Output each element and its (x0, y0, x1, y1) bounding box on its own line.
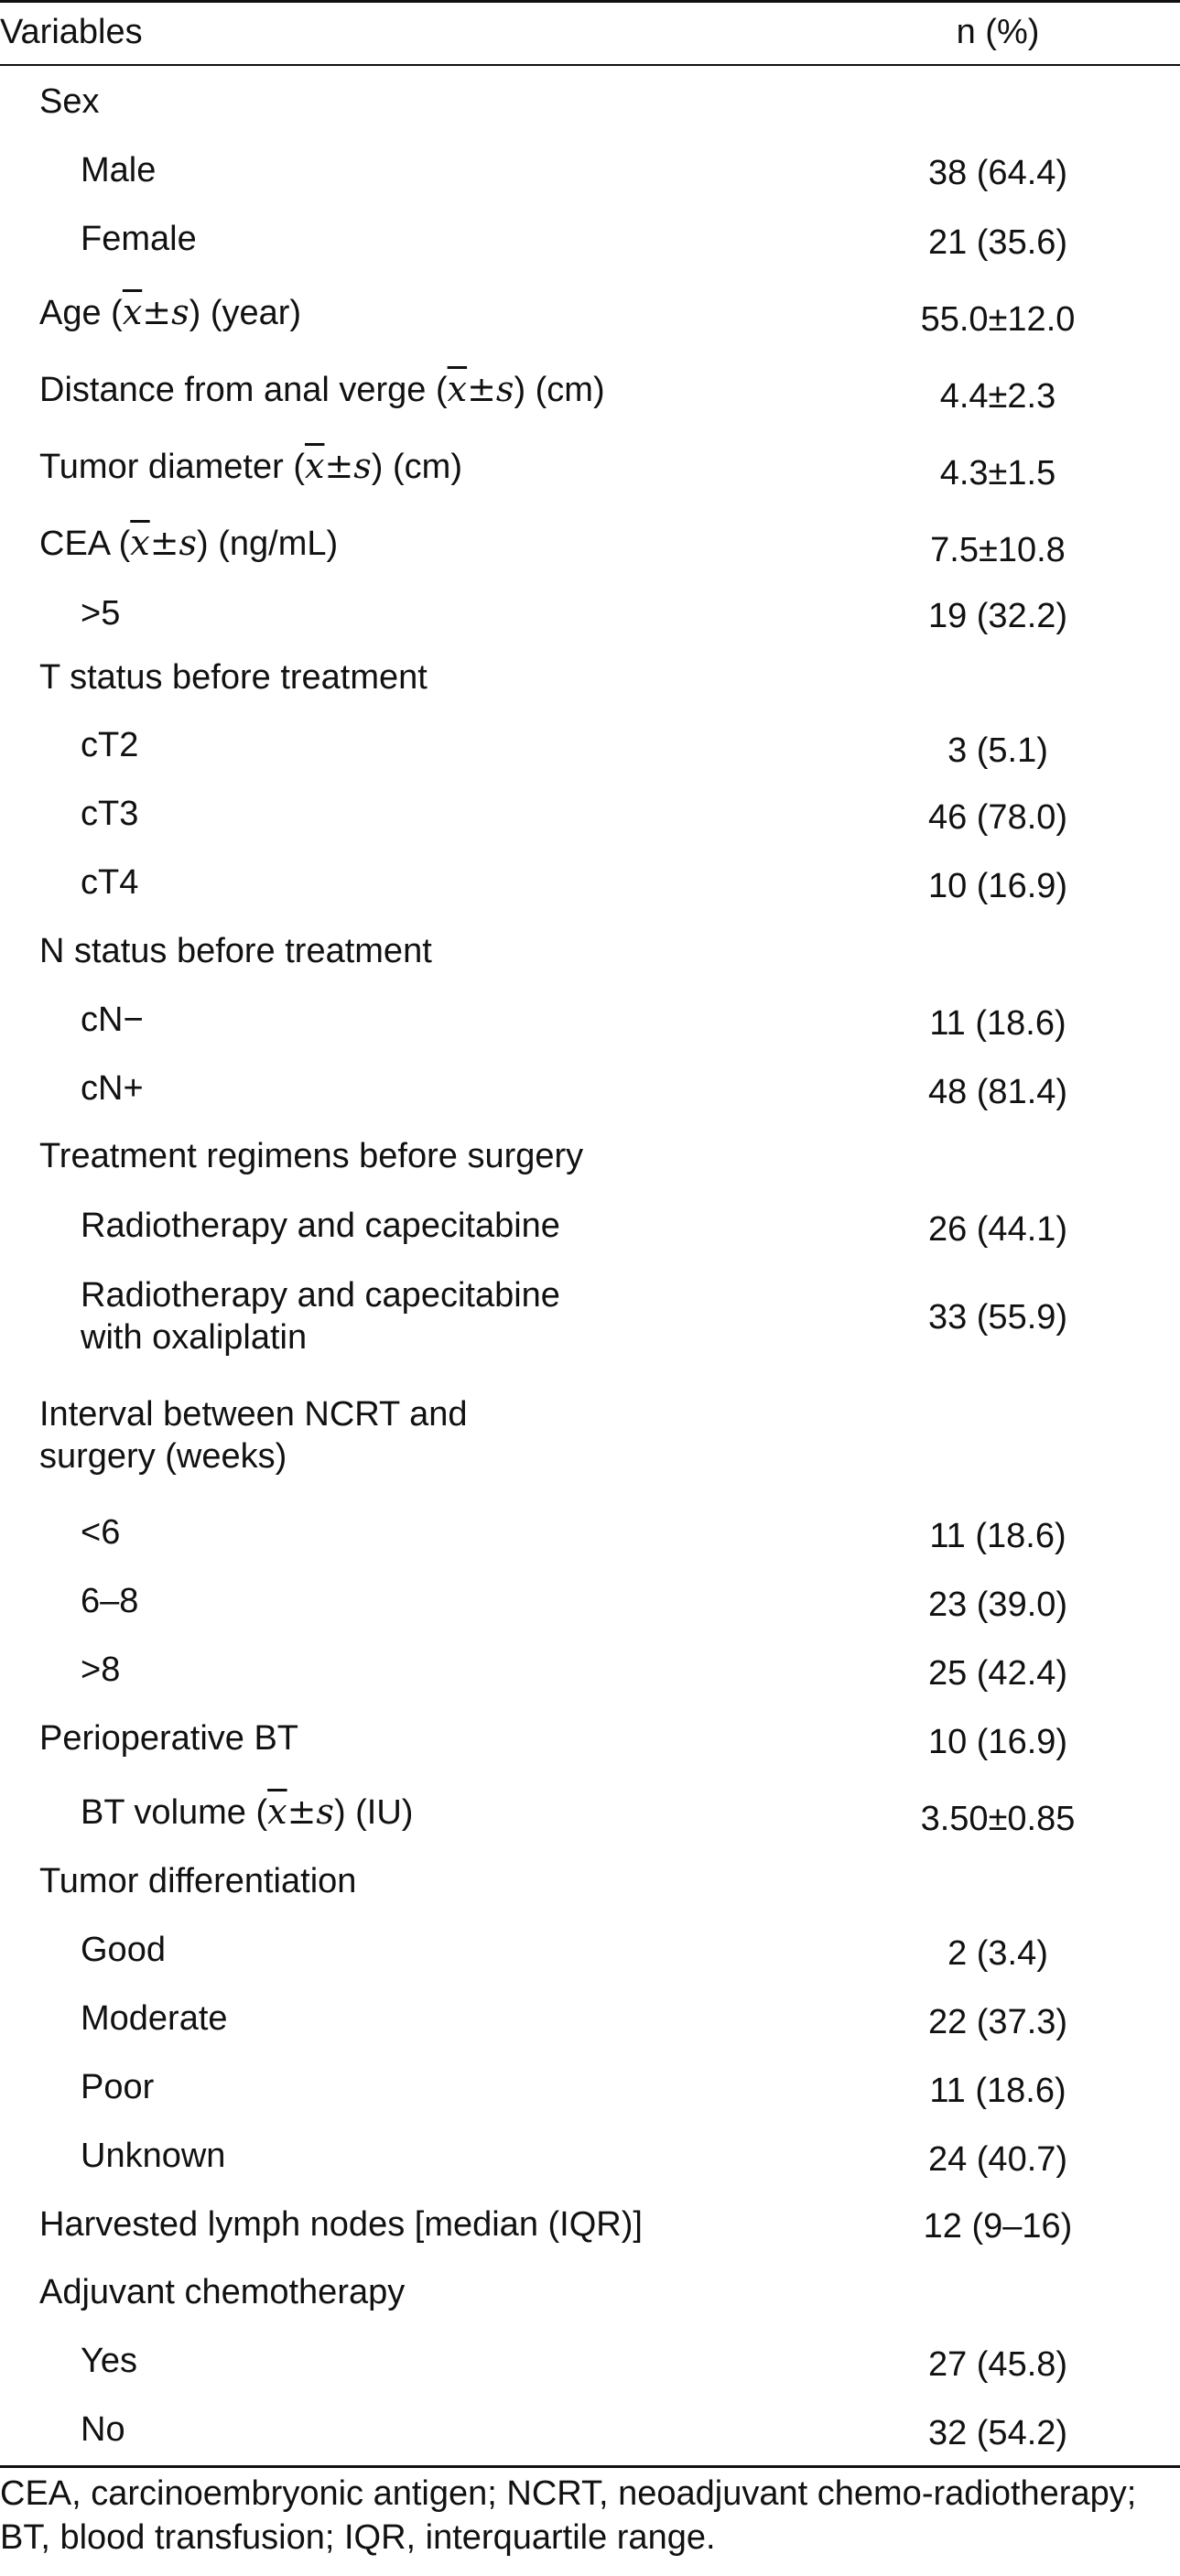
row-label: cT2 (81, 726, 139, 764)
label-prefix: Tumor diameter ( (39, 448, 305, 486)
mean-symbol: $\overline{x}$ (122, 292, 143, 332)
label-prefix: BT volume ( (81, 1793, 268, 1832)
plus-minus-symbol: ± (149, 523, 179, 563)
row-label: cT3 (81, 795, 139, 833)
sd-symbol: s (353, 446, 372, 486)
header-rule (0, 64, 1180, 66)
row-label: Tumor differentiation (39, 1862, 357, 1900)
row-value: 10 (16.9) (927, 867, 1068, 905)
row-value: 2 (3.4) (947, 1934, 1048, 1973)
row-label: Harvested lymph nodes [median (IQR)] (39, 2205, 643, 2244)
row-label: Radiotherapy and capecitabine (81, 1207, 560, 1245)
row-label (39, 368, 605, 411)
row-value: 23 (39.0) (927, 1586, 1068, 1624)
row-value: 3.50±0.85 (920, 1800, 1076, 1838)
row-value: 12 (9–16) (923, 2207, 1073, 2246)
row-label-line-1: Interval between NCRT and (39, 1395, 468, 1434)
table-footnote: CEA, carcinoembryonic antigen; NCRT, neoadjuvant chemo-radiotherapy; BT, blood transfusion; IQR, interquartile range. (0, 2474, 1137, 2557)
row-label: T status before treatment (39, 658, 428, 697)
row-value: 22 (37.3) (927, 2003, 1068, 2041)
header-variables: Variables (0, 13, 143, 51)
row-value: 38 (64.4) (927, 154, 1068, 192)
row-label: Adjuvant chemotherapy (39, 2273, 406, 2311)
label-prefix: CEA ( (39, 525, 131, 563)
label-suffix: ) (ng/mL) (197, 525, 339, 563)
row-value: 11 (18.6) (929, 1004, 1066, 1043)
row-label: cT4 (81, 863, 139, 902)
row-label: Poor (81, 2068, 155, 2106)
row-value: 32 (54.2) (927, 2414, 1068, 2452)
row-value: 27 (45.8) (927, 2345, 1068, 2384)
sd-symbol: s (495, 369, 514, 409)
row-label: Treatment regimens before surgery (39, 1137, 584, 1175)
plus-minus-symbol: ± (287, 1791, 317, 1832)
row-label-line-2: surgery (weeks) (39, 1437, 287, 1476)
row-label: Yes (81, 2342, 137, 2380)
row-value: 26 (44.1) (927, 1210, 1068, 1249)
row-label: cN+ (81, 1069, 144, 1108)
row-label: Moderate (81, 1999, 228, 2038)
row-value: 48 (81.4) (927, 1073, 1068, 1111)
row-value: 7.5±10.8 (930, 531, 1066, 569)
row-value: 10 (16.9) (927, 1723, 1068, 1761)
row-value: 11 (18.6) (929, 1517, 1066, 1555)
plus-minus-symbol: ± (142, 292, 172, 332)
row-value: 33 (55.9) (927, 1298, 1068, 1337)
label-suffix: ) (cm) (514, 371, 605, 409)
plus-minus-symbol: ± (467, 369, 496, 409)
label-prefix: Age ( (39, 294, 123, 332)
label-suffix: ) (IU) (333, 1793, 414, 1832)
row-label: N status before treatment (39, 932, 432, 970)
row-label: Female (81, 220, 197, 258)
row-value: 46 (78.0) (927, 798, 1068, 837)
row-label: >8 (81, 1651, 121, 1689)
row-label: Male (81, 151, 157, 189)
row-label: <6 (81, 1513, 121, 1552)
header-n-pct: n (%) (956, 13, 1040, 51)
top-rule (0, 0, 1180, 3)
mean-symbol: $\overline{x}$ (305, 446, 325, 486)
row-label: >5 (81, 594, 121, 633)
row-value: 24 (40.7) (927, 2140, 1068, 2179)
row-value: 11 (18.6) (929, 2072, 1066, 2110)
label-suffix: ) (cm) (371, 448, 462, 486)
row-label: cN− (81, 1001, 144, 1039)
sd-symbol: s (171, 292, 189, 332)
row-label (39, 291, 301, 334)
row-label: Unknown (81, 2137, 226, 2175)
row-value: 4.3±1.5 (939, 454, 1056, 492)
mean-symbol: $\overline{x}$ (130, 523, 150, 563)
row-value: 25 (42.4) (927, 1654, 1068, 1693)
row-label-line-1: Radiotherapy and capecitabine (81, 1276, 560, 1315)
row-label (81, 1791, 413, 1834)
mean-symbol: $\overline{x}$ (267, 1791, 287, 1832)
row-value: 3 (5.1) (947, 731, 1048, 770)
label-prefix: Distance from anal verge ( (39, 371, 448, 409)
row-value: 4.4±2.3 (939, 377, 1056, 416)
sd-symbol: s (316, 1791, 334, 1832)
row-value: 19 (32.2) (927, 597, 1068, 635)
row-label: Sex (39, 82, 100, 121)
label-suffix: ) (year) (189, 294, 302, 332)
row-label: No (81, 2410, 125, 2449)
plus-minus-symbol: ± (324, 446, 354, 486)
row-label (39, 522, 338, 565)
mean-symbol: $\overline{x}$ (447, 369, 468, 409)
row-label: Perioperative BT (39, 1719, 299, 1758)
row-value: 55.0±12.0 (920, 300, 1076, 339)
row-label: Good (81, 1931, 166, 1969)
row-label-line-2: with oxaliplatin (81, 1318, 308, 1357)
row-value: 21 (35.6) (927, 223, 1068, 262)
sd-symbol: s (179, 523, 198, 563)
bottom-rule (0, 2465, 1180, 2468)
row-label: 6–8 (81, 1582, 139, 1620)
row-label (39, 445, 462, 488)
